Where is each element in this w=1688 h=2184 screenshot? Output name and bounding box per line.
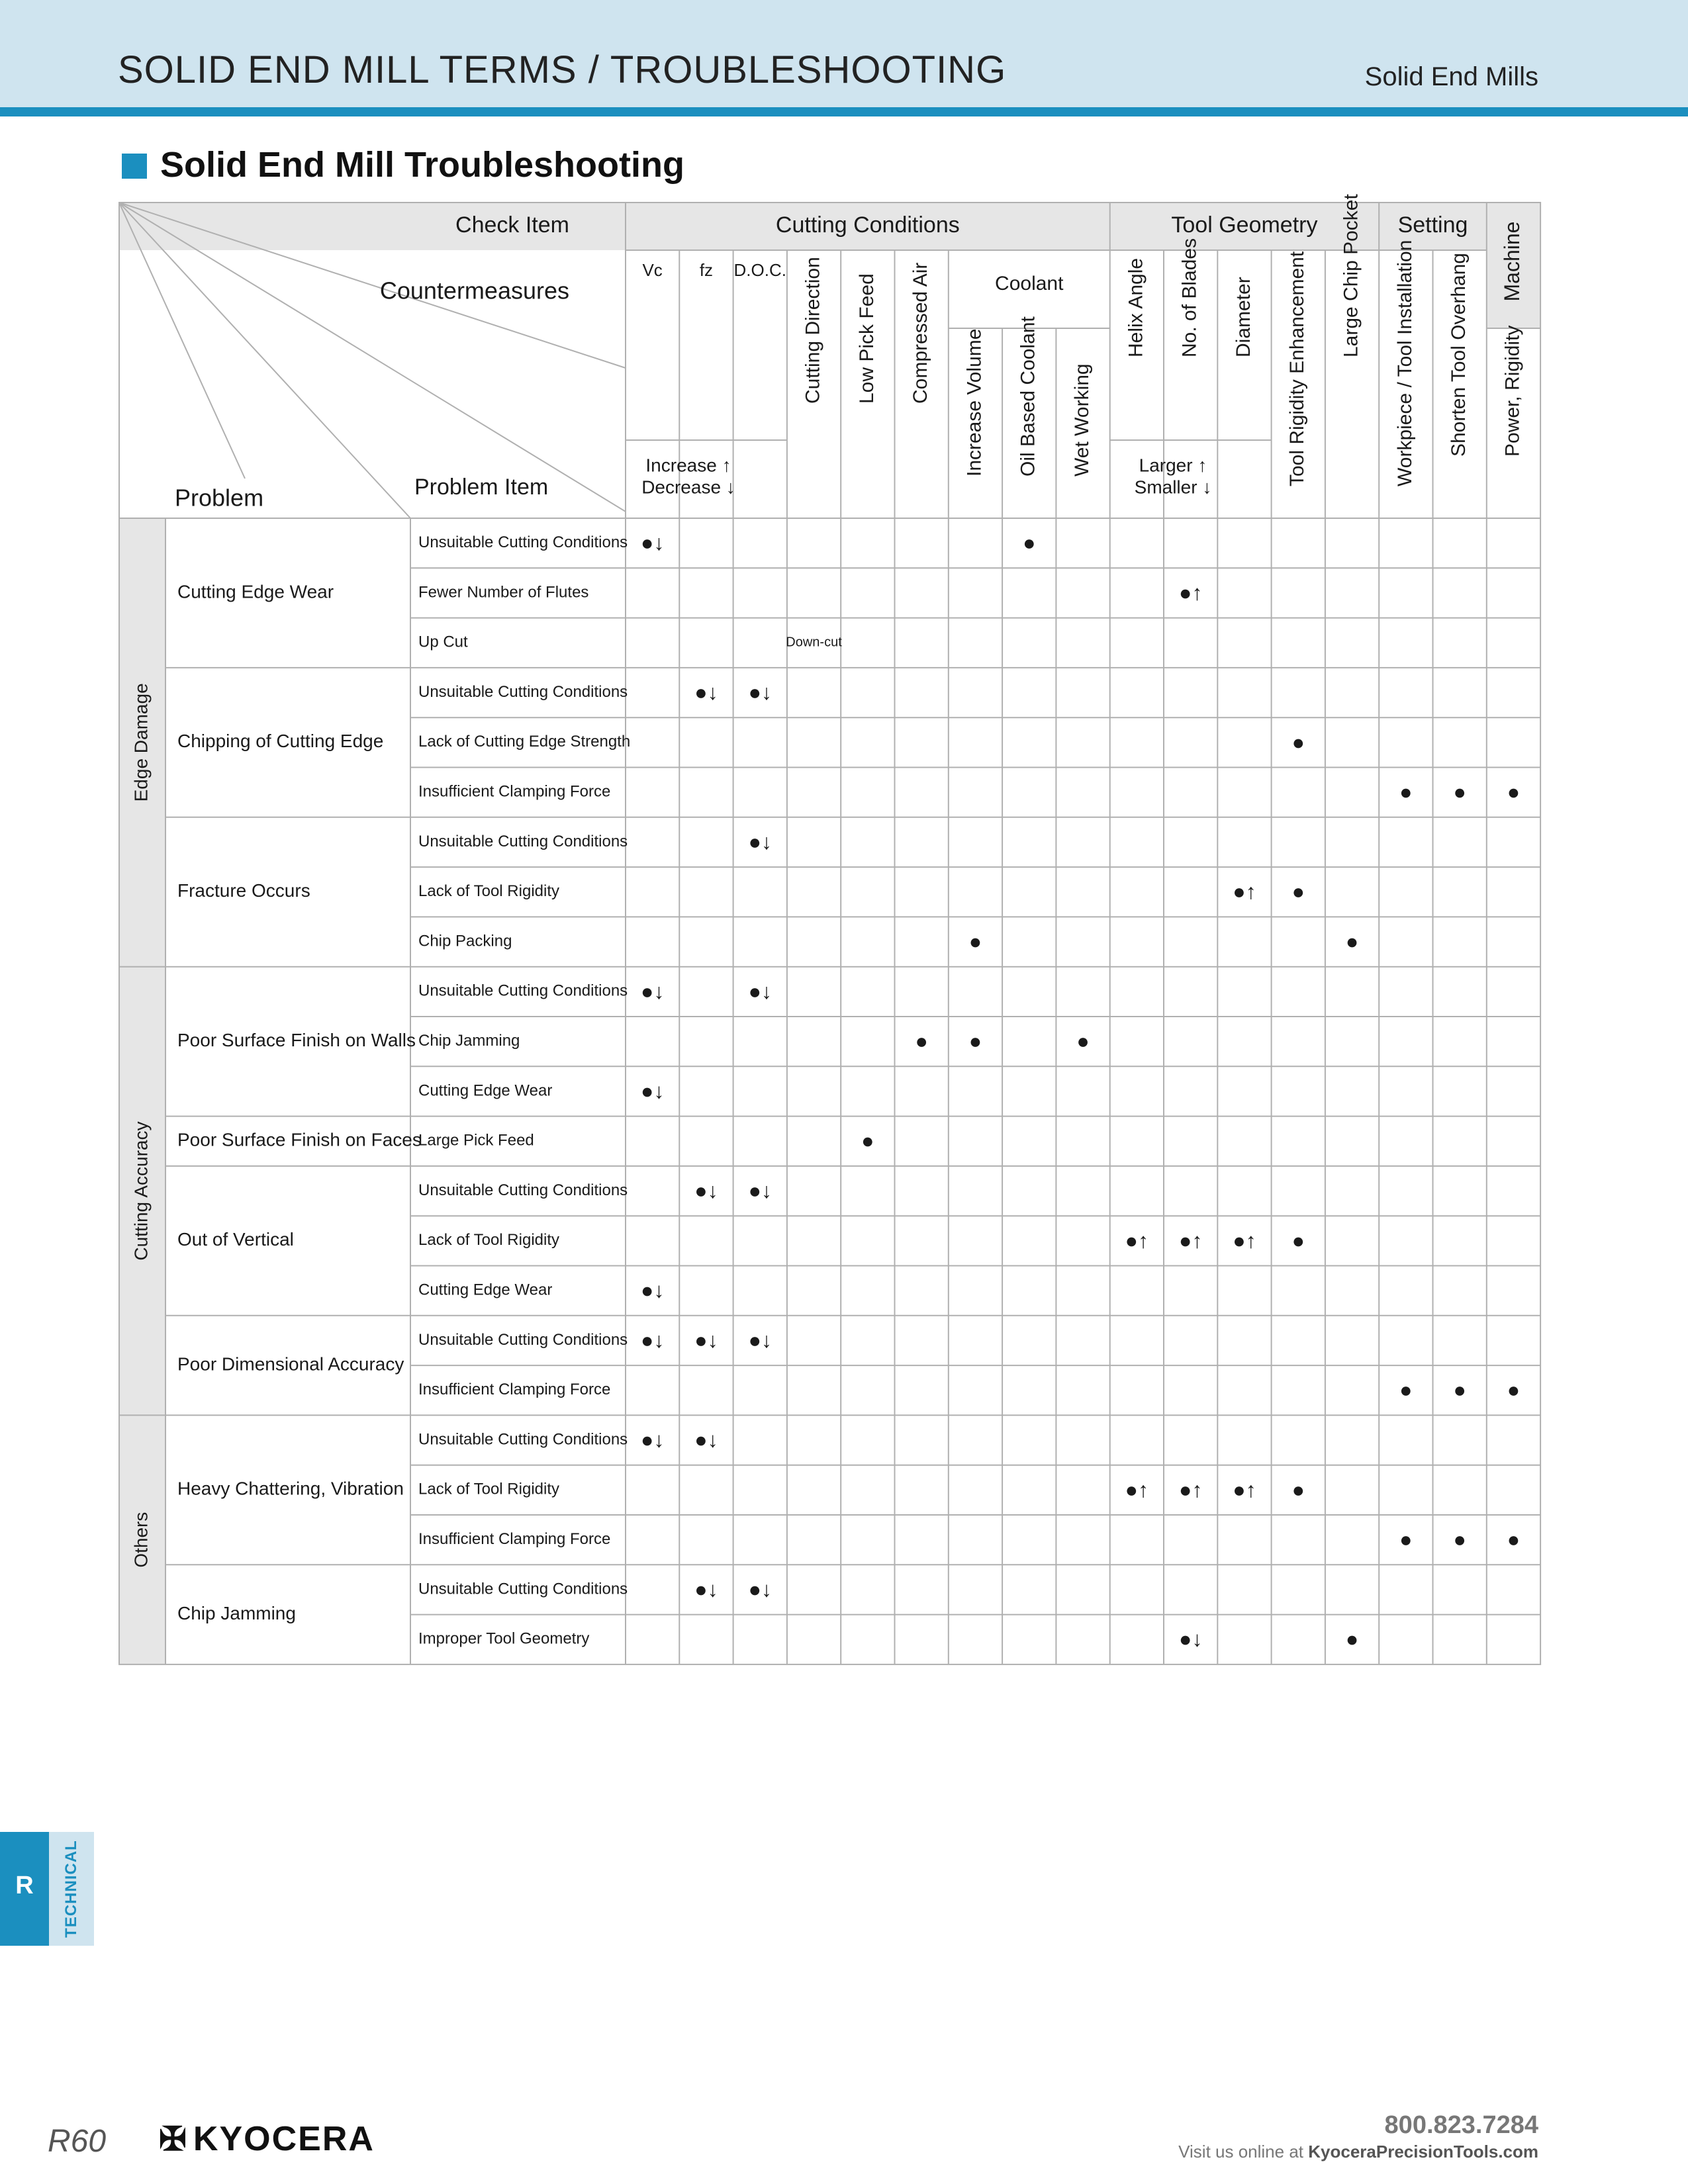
column-header-0: Vc (642, 259, 663, 280)
mark-20-16: ● (1507, 1527, 1521, 1552)
mark-21-1: ●↓ (694, 1577, 718, 1602)
page-header-category: Solid End Mills (1364, 62, 1538, 91)
mark-4-12: ● (1291, 730, 1305, 754)
group-setting: Setting (1397, 212, 1468, 238)
column-header-15: Shorten Tool Overhang (1448, 253, 1470, 457)
mark-16-2: ●↓ (748, 1328, 772, 1352)
mark-5-15: ● (1453, 780, 1466, 804)
column-header-2: D.O.C. (733, 259, 786, 280)
problem-7: Heavy Chattering, Vibration (177, 1478, 404, 1499)
column-header-3: Cutting Direction (802, 257, 824, 404)
mark-14-10: ●↑ (1178, 1228, 1203, 1253)
problem-0: Cutting Edge Wear (177, 581, 334, 602)
mark-13-2: ●↓ (748, 1179, 772, 1203)
group-tool-geometry: Tool Geometry (1171, 212, 1318, 238)
problem-6: Poor Dimensional Accuracy (177, 1353, 404, 1375)
problem-item-15: Cutting Edge Wear (418, 1281, 553, 1299)
problem-8: Chip Jamming (177, 1602, 296, 1623)
mark-5-16: ● (1507, 780, 1521, 804)
phone-number: 800.823.7284 (1384, 2111, 1538, 2139)
problem-item-20: Insufficient Clamping Force (418, 1529, 611, 1548)
website-link[interactable]: KyoceraPrecisionTools.com (1308, 2142, 1538, 2161)
smaller-label: Smaller ↓ (1134, 477, 1212, 498)
mark-19-11: ●↑ (1233, 1477, 1256, 1502)
page-header-title: SOLID END MILL TERMS / TROUBLESHOOTING (118, 48, 1007, 91)
problem-item-4: Lack of Cutting Edge Strength (418, 733, 631, 751)
mark-14-11: ●↑ (1233, 1228, 1256, 1253)
mark-12-4: ● (861, 1128, 874, 1153)
mark-19-9: ●↑ (1125, 1477, 1149, 1502)
problem-item-7: Lack of Tool Rigidity (418, 882, 559, 901)
mark-15-0: ●↓ (640, 1278, 665, 1302)
problem-item-5: Insufficient Clamping Force (418, 782, 611, 801)
problem-3: Poor Surface Finish on Walls (177, 1030, 416, 1051)
kyocera-logo-icon: ✠ (159, 2120, 187, 2158)
mark-13-1: ●↓ (694, 1179, 718, 1203)
column-header-4: Low Pick Feed (855, 273, 878, 404)
decrease-label: Decrease ↓ (641, 477, 735, 498)
category-1: Cutting Accuracy (130, 1121, 152, 1261)
mark-5-14: ● (1399, 780, 1413, 804)
website-line (1178, 2142, 1538, 2162)
check-item-label: Check Item (455, 212, 569, 238)
column-header-10: No. of Blades (1178, 238, 1201, 357)
mark-18-1: ●↓ (694, 1428, 718, 1452)
table-border (119, 203, 1540, 1664)
problem-item-10: Chip Jamming (418, 1031, 520, 1050)
mark-18-0: ●↓ (640, 1428, 665, 1452)
mark-19-12: ● (1291, 1477, 1305, 1502)
coolant-label: Coolant (995, 272, 1064, 295)
group-cutting-conditions: Cutting Conditions (775, 212, 960, 238)
problem-1: Chipping of Cutting Edge (177, 731, 384, 752)
mark-10-8: ● (1076, 1029, 1090, 1054)
column-header-14: Workpiece / Tool Installation (1393, 240, 1416, 486)
problem-5: Out of Vertical (177, 1229, 294, 1250)
problem-item-11: Cutting Edge Wear (418, 1081, 553, 1100)
category-0: Edge Damage (130, 683, 152, 802)
column-header-6: Increase Volume (963, 328, 986, 477)
mark-17-15: ● (1453, 1378, 1466, 1402)
column-header-11: Diameter (1232, 277, 1254, 357)
problem-item-14: Lack of Tool Rigidity (418, 1231, 559, 1250)
mark-11-0: ●↓ (640, 1079, 665, 1103)
group-machine: Machine (1499, 221, 1524, 302)
mark-22-10: ●↓ (1178, 1627, 1203, 1651)
page-number: R60 (48, 2124, 107, 2159)
problem-item-21: Unsuitable Cutting Conditions (418, 1580, 628, 1598)
mark-14-12: ● (1291, 1228, 1305, 1253)
mark-20-15: ● (1453, 1527, 1466, 1552)
mark-17-14: ● (1399, 1378, 1413, 1402)
mark-22-13: ● (1345, 1627, 1359, 1651)
problem-item-6: Unsuitable Cutting Conditions (418, 832, 628, 850)
section-title: Solid End Mill Troubleshooting (160, 145, 684, 185)
problem-item-19: Lack of Tool Rigidity (418, 1480, 559, 1498)
problem-item-label: Problem Item (414, 474, 549, 500)
column-header-16: Power, Rigidity (1501, 325, 1524, 457)
problem-item-18: Unsuitable Cutting Conditions (418, 1430, 628, 1449)
problem-item-8: Chip Packing (418, 932, 512, 950)
problem-item-3: Unsuitable Cutting Conditions (418, 682, 628, 701)
problem-4: Poor Surface Finish on Faces (177, 1129, 422, 1150)
column-header-12: Tool Rigidity Enhancement (1286, 251, 1309, 486)
column-header-9: Helix Angle (1125, 257, 1147, 357)
mark-7-12: ● (1291, 880, 1305, 904)
mark-8-13: ● (1345, 929, 1359, 954)
problem-item-0: Unsuitable Cutting Conditions (418, 533, 628, 551)
mark-3-1: ●↓ (694, 680, 718, 705)
mark-0-0: ●↓ (640, 531, 665, 555)
mark-16-0: ●↓ (640, 1328, 665, 1352)
mark-14-9: ●↑ (1125, 1228, 1149, 1253)
problem-item-13: Unsuitable Cutting Conditions (418, 1181, 628, 1199)
problem-label: Problem (175, 484, 264, 512)
mark-19-10: ●↑ (1178, 1477, 1203, 1502)
mark-3-2: ●↓ (748, 680, 772, 705)
column-header-13: Large Chip Pocket (1340, 194, 1362, 357)
mark-10-5: ● (915, 1029, 928, 1054)
column-header-7: Oil Based Coolant (1017, 316, 1039, 477)
column-header-1: fz (699, 259, 714, 280)
column-header-8: Wet Working (1070, 363, 1093, 477)
mark-10-6: ● (968, 1029, 982, 1054)
problem-item-16: Unsuitable Cutting Conditions (418, 1330, 628, 1349)
problem-item-2: Up Cut (418, 633, 468, 651)
mark-21-2: ●↓ (748, 1577, 772, 1602)
website-prefix: Visit us online at (1178, 2142, 1304, 2161)
mark-text-2-3: Down-cut (786, 635, 842, 650)
mark-6-2: ●↓ (748, 829, 772, 854)
mark-20-14: ● (1399, 1527, 1413, 1552)
problem-item-1: Fewer Number of Flutes (418, 583, 589, 602)
countermeasures-label: Countermeasures (379, 277, 569, 304)
mark-8-6: ● (968, 929, 982, 954)
mark-0-7: ● (1023, 531, 1036, 555)
kyocera-logo-text: KYOCERA (193, 2120, 375, 2158)
mark-9-0: ●↓ (640, 979, 665, 1003)
side-tab-letter: R (15, 1872, 34, 1899)
mark-9-2: ●↓ (748, 979, 772, 1003)
problem-item-17: Insufficient Clamping Force (418, 1381, 611, 1399)
problem-item-12: Large Pick Feed (418, 1131, 534, 1150)
side-tab-label: TECHNICAL (62, 1840, 80, 1938)
increase-label: Increase ↑ (645, 455, 731, 476)
mark-1-10: ●↑ (1178, 580, 1203, 605)
mark-7-11: ●↑ (1233, 880, 1256, 904)
mark-16-1: ●↓ (694, 1328, 718, 1352)
kyocera-logo (159, 2122, 375, 2156)
mark-17-16: ● (1507, 1378, 1521, 1402)
problem-2: Fracture Occurs (177, 880, 310, 901)
problem-item-22: Improper Tool Geometry (418, 1629, 590, 1648)
category-2: Others (130, 1512, 152, 1568)
column-header-5: Compressed Air (910, 262, 932, 404)
larger-label: Larger ↑ (1139, 455, 1207, 476)
problem-item-9: Unsuitable Cutting Conditions (418, 981, 628, 1000)
